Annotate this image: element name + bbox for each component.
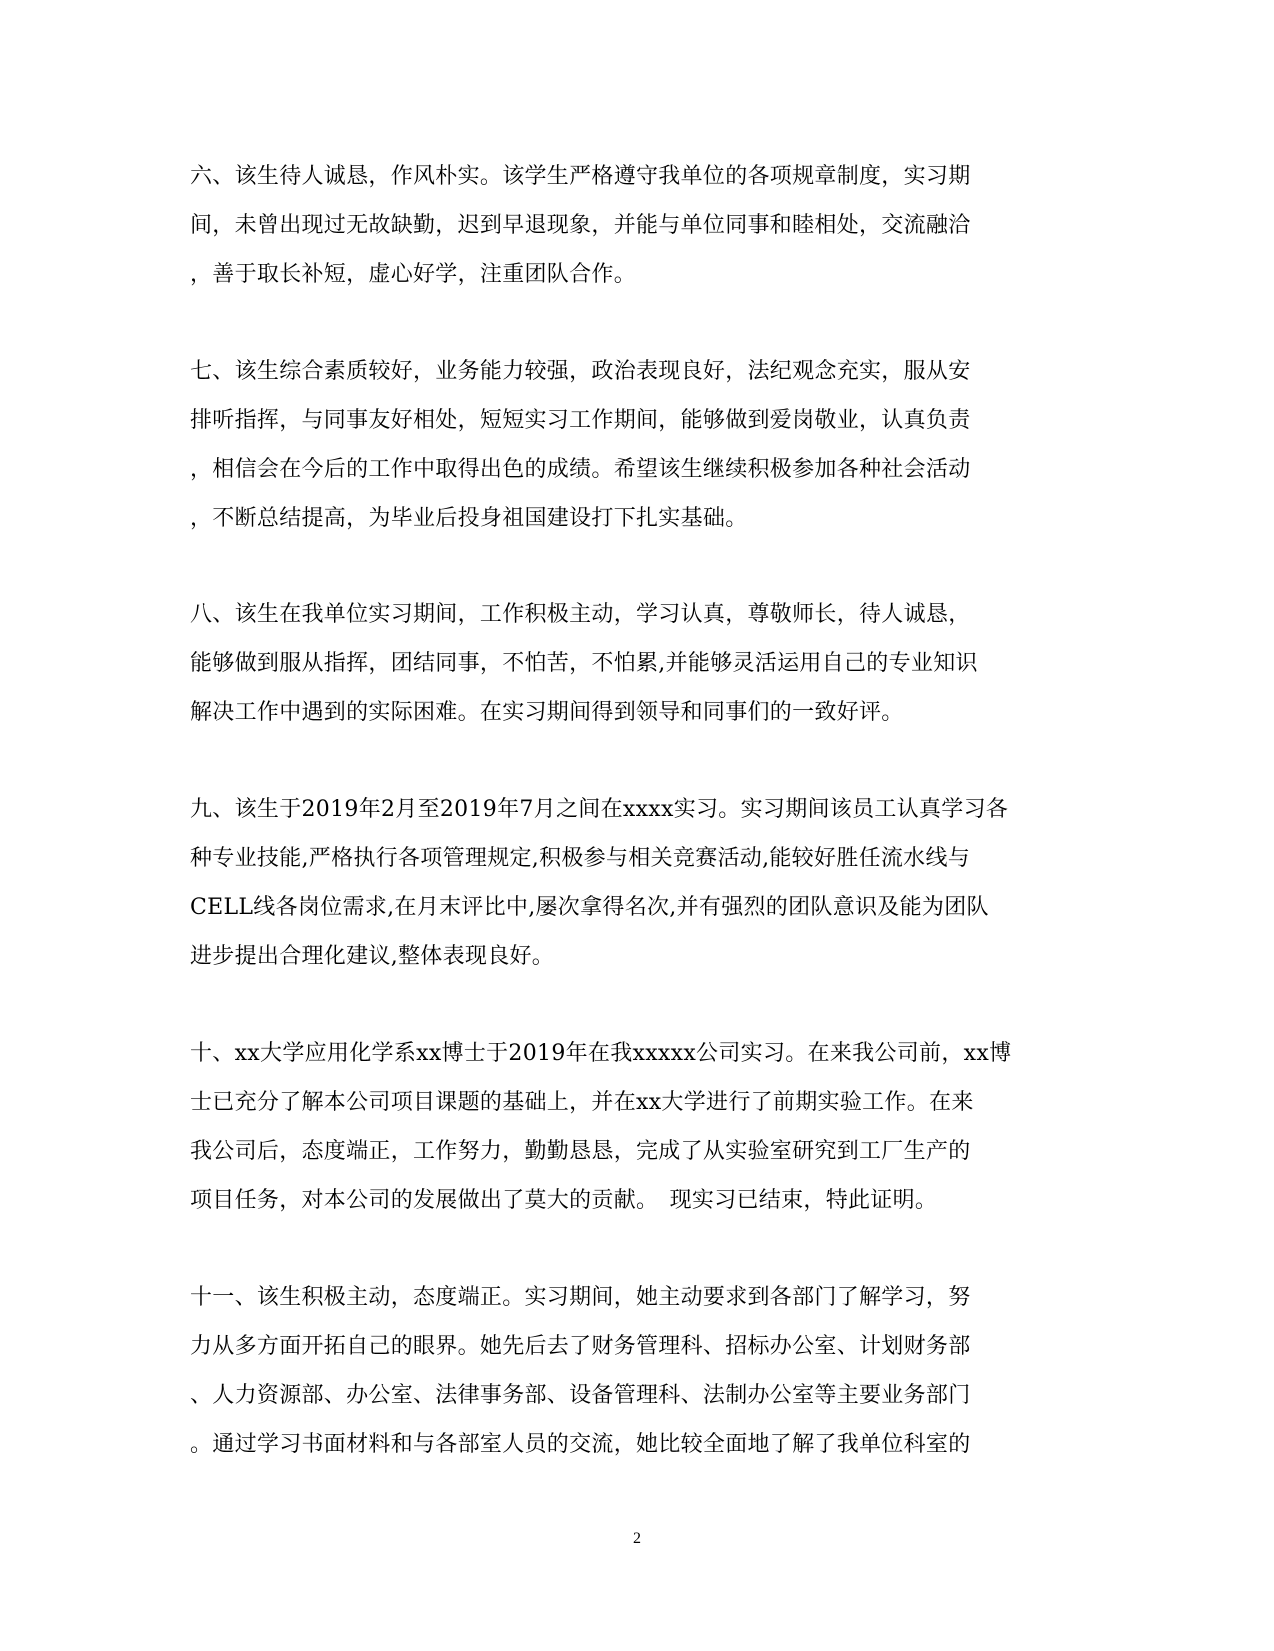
- paragraph-line: ，不断总结提高，为毕业后投身祖国建设打下扎实基础。: [190, 506, 748, 531]
- paragraph-line: 、人力资源部、办公室、法律事务部、设备管理科、法制办公室等主要业务部门: [190, 1383, 971, 1408]
- paragraph-8: [190, 590, 1090, 737]
- paragraph-line: 。通过学习书面材料和与各部室人员的交流，她比较全面地了解了我单位科室的: [190, 1432, 971, 1457]
- paragraph-line: 排听指挥，与同事友好相处，短短实习工作期间，能够做到爱岗敬业，认真负责: [190, 408, 971, 433]
- paragraph-line: 力从多方面开拓自己的眼界。她先后去了财务管理科、招标办公室、计划财务部: [190, 1334, 971, 1359]
- paragraph-line: 士已充分了解本公司项目课题的基础上，并在xx大学进行了前期实验工作。在来: [190, 1090, 974, 1115]
- page-number: 2: [633, 1530, 641, 1547]
- paragraph-line: 七、该生综合素质较好，业务能力较强，政治表现良好，法纪观念充实，服从安: [190, 359, 971, 384]
- paragraph-line: 解决工作中遇到的实际困难。在实习期间得到领导和同事们的一致好评。: [190, 700, 904, 725]
- paragraph-line: 间，未曾出现过无故缺勤，迟到早退现象，并能与单位同事和睦相处，交流融洽: [190, 213, 971, 238]
- paragraph-line: 八、该生在我单位实习期间，工作积极主动，学习认真，尊敬师长，待人诚恳，: [190, 602, 971, 627]
- paragraph-11: [190, 1273, 1090, 1469]
- paragraph-line: 种专业技能,严格执行各项管理规定,积极参与相关竞赛活动,能较好胜任流水线与: [190, 846, 971, 871]
- paragraph-line: 十、xx大学应用化学系xx博士于2019年在我xxxxx公司实习。在来我公司前，xx博: [190, 1041, 1012, 1066]
- paragraph-line: 我公司后，态度端正，工作努力，勤勤恳恳，完成了从实验室研究到工厂生产的: [190, 1139, 971, 1164]
- paragraph-line: 六、该生待人诚恳，作风朴实。该学生严格遵守我单位的各项规章制度，实习期: [190, 164, 971, 189]
- paragraph-line: 能够做到服从指挥，团结同事，不怕苦，不怕累,并能够灵活运用自己的专业知识: [190, 651, 978, 676]
- paragraph-9: [190, 785, 1090, 981]
- paragraph-10: [190, 1029, 1090, 1225]
- paragraph-line: 十一、该生积极主动，态度端正。实习期间，她主动要求到各部门了解学习，努: [190, 1285, 971, 1310]
- paragraph-6: [190, 152, 1090, 299]
- paragraph-line: ，相信会在今后的工作中取得出色的成绩。希望该生继续积极参加各种社会活动: [190, 457, 971, 482]
- paragraph-7: [190, 347, 1090, 543]
- paragraph-line: 进步提出合理化建议,整体表现良好。: [190, 944, 555, 969]
- paragraph-line: 项目任务，对本公司的发展做出了莫大的贡献。 现实习已结束，特此证明。: [190, 1188, 938, 1213]
- paragraph-line: CELL线各岗位需求,在月末评比中,屡次拿得名次,并有强烈的团队意识及能为团队: [190, 895, 989, 920]
- paragraph-line: 九、该生于2019年2月至2019年7月之间在xxxx实习。实习期间该员工认真学习各: [190, 797, 1009, 822]
- paragraph-line: ，善于取长补短，虚心好学，注重团队合作。: [190, 262, 637, 287]
